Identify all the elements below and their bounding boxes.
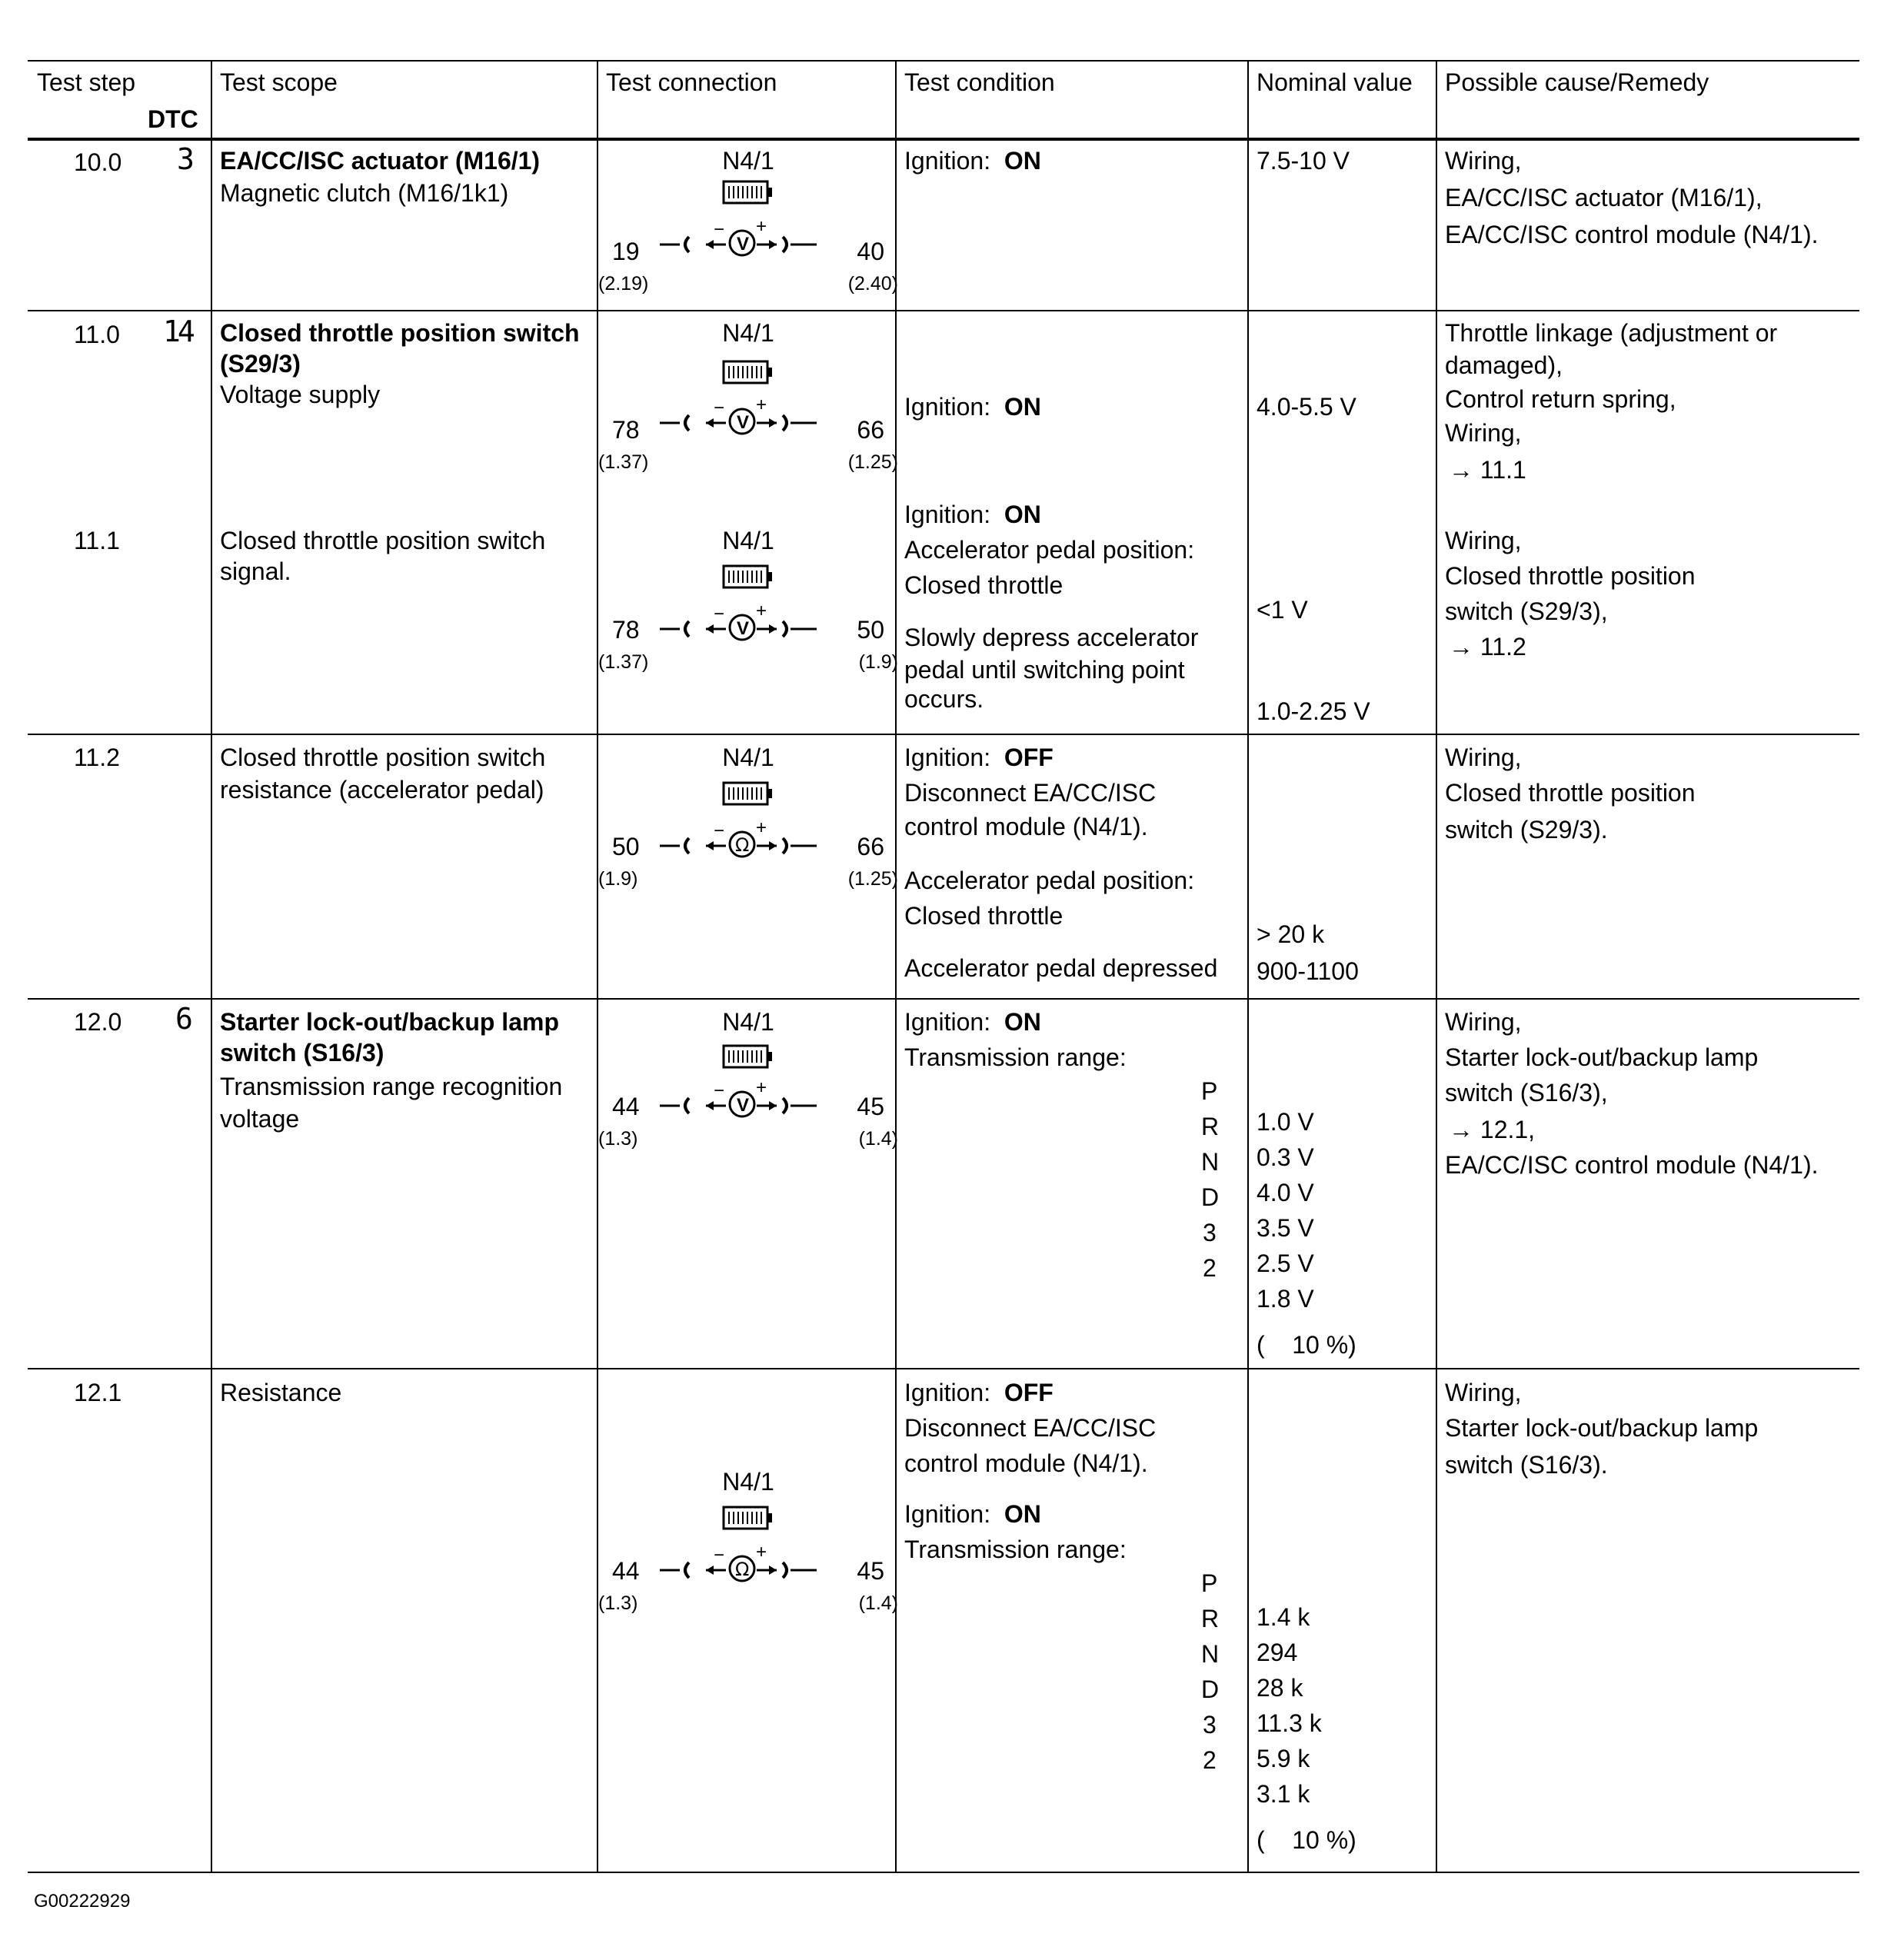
pin-right-ref: (1.4) — [858, 1128, 898, 1150]
pin-left-ref: (1.9) — [598, 868, 638, 890]
scope-text: Transmission range recognition — [220, 1073, 563, 1100]
remedy-line: Wiring, — [1445, 1379, 1522, 1406]
condition-text: Accelerator pedal position: — [904, 867, 1195, 894]
remedy-line: Starter lock-out/backup lamp — [1445, 1414, 1759, 1442]
condition-text: Disconnect EA/CC/ISC — [904, 779, 1157, 807]
nominal-value: 1.0-2.25 V — [1257, 697, 1370, 725]
svg-text:+: + — [756, 216, 767, 237]
condition-value: ON — [1004, 393, 1041, 421]
nominal-value: 1.0 V — [1257, 1108, 1314, 1136]
svg-text:V: V — [737, 618, 750, 639]
remedy-line: Control return spring, — [1445, 385, 1676, 413]
pin-right: 45 — [857, 1093, 884, 1120]
module-label: N4/1 — [722, 319, 774, 347]
remedy-line: → 11.2 — [1449, 633, 1526, 661]
range-label: N — [1201, 1148, 1220, 1176]
remedy-line: Wiring, — [1445, 527, 1522, 554]
module-label: N4/1 — [722, 744, 774, 771]
scope-title: (S29/3) — [220, 350, 301, 378]
condition-text: Accelerator pedal position: — [904, 536, 1195, 564]
remedy-line: damaged), — [1445, 351, 1563, 379]
remedy-line: → 11.1 — [1449, 456, 1526, 484]
module-label: N4/1 — [722, 147, 774, 175]
step-number: 12.1 — [74, 1379, 122, 1406]
range-label: 2 — [1203, 1746, 1217, 1774]
test-connection-diagram — [598, 1464, 898, 1618]
pin-right: 40 — [857, 238, 884, 265]
voltmeter-icon — [598, 1004, 898, 1158]
test-connection-diagram — [598, 1004, 898, 1158]
remedy-line: Wiring, — [1445, 147, 1522, 175]
pin-right-ref: (1.9) — [858, 651, 898, 673]
condition — [904, 1496, 1041, 1532]
dtc-code: 3 — [177, 142, 191, 176]
column-divider — [1436, 60, 1437, 1873]
header-dtc: DTC — [148, 105, 198, 133]
pin-left-ref: (1.37) — [598, 651, 649, 673]
module-label: N4/1 — [722, 527, 774, 554]
header-test-step: Test step — [37, 68, 136, 96]
step-number: 12.0 — [74, 1008, 122, 1036]
pin-left: 19 — [612, 238, 640, 265]
pin-right: 66 — [857, 833, 884, 860]
condition-text: pedal until switching point — [904, 656, 1185, 684]
header-test-connection: Test connection — [606, 68, 777, 96]
pin-right-ref: (2.40) — [847, 273, 898, 294]
pin-left-ref: (1.37) — [598, 451, 649, 473]
condition-text: control module (N4/1). — [904, 1449, 1148, 1477]
tolerance: ( 10 %) — [1257, 1826, 1356, 1854]
range-label: D — [1201, 1183, 1220, 1211]
ohmmeter-icon — [598, 1464, 898, 1618]
remedy-line: → 12.1, — [1449, 1116, 1536, 1143]
figure-id: G00222929 — [34, 1891, 131, 1912]
pin-right: 45 — [857, 1557, 884, 1585]
module-label: N4/1 — [722, 1008, 774, 1036]
pin-right-ref: (1.25) — [847, 868, 898, 890]
svg-text:+: + — [756, 1077, 767, 1098]
condition-label: Ignition: — [904, 1008, 991, 1036]
table-top-border — [28, 60, 1859, 62]
pin-right: 66 — [857, 416, 884, 444]
remedy-line: Wiring, — [1445, 419, 1522, 447]
step-number: 11.2 — [74, 744, 120, 771]
svg-text:−: − — [714, 1545, 725, 1566]
condition-text: control module (N4/1). — [904, 813, 1148, 840]
nominal-value: <1 V — [1257, 596, 1308, 624]
range-label: D — [1201, 1675, 1220, 1703]
remedy-line: EA/CC/ISC control module (N4/1). — [1445, 221, 1819, 248]
remedy-line: Throttle linkage (adjustment or — [1445, 319, 1778, 347]
condition — [904, 497, 1041, 532]
condition — [904, 1375, 1054, 1410]
condition-value: ON — [1004, 501, 1041, 528]
condition-label: Ignition: — [904, 744, 991, 771]
svg-text:+: + — [756, 817, 767, 838]
header-test-condition: Test condition — [904, 68, 1055, 96]
scope-title: Starter lock-out/backup lamp — [220, 1008, 559, 1036]
test-connection-diagram — [598, 143, 898, 297]
remedy-line: Closed throttle position — [1445, 562, 1696, 590]
nominal-value: 4.0 V — [1257, 1179, 1314, 1206]
nominal-value: 0.3 V — [1257, 1143, 1314, 1171]
svg-text:−: − — [714, 398, 725, 418]
condition-value: ON — [1004, 147, 1041, 175]
range-label: R — [1201, 1605, 1220, 1632]
header-remedy: Possible cause/Remedy — [1445, 68, 1709, 96]
pin-right-ref: (1.25) — [847, 451, 898, 473]
scope-text: Voltage supply — [220, 381, 381, 408]
condition-text: occurs. — [904, 685, 984, 713]
nominal-value: 5.9 k — [1257, 1745, 1310, 1772]
header-bottom-border — [28, 138, 1859, 141]
condition-value: OFF — [1004, 744, 1054, 771]
scope-text: Resistance — [220, 1379, 342, 1406]
scope-title: EA/CC/ISC actuator (M16/1) — [220, 147, 541, 175]
pin-left-ref: (1.3) — [598, 1128, 638, 1150]
pin-left: 50 — [612, 833, 640, 860]
remedy-line: switch (S16/3). — [1445, 1451, 1608, 1479]
condition-text: Closed throttle — [904, 902, 1063, 930]
nominal-value: 4.0-5.5 V — [1257, 393, 1356, 421]
condition-text: Disconnect EA/CC/ISC — [904, 1414, 1157, 1442]
column-divider — [211, 60, 212, 1873]
condition-label: Ignition: — [904, 147, 991, 175]
step-number: 11.0 — [74, 321, 120, 348]
nominal-value: 7.5-10 V — [1257, 147, 1350, 175]
svg-text:V: V — [737, 412, 750, 433]
test-connection-diagram — [598, 740, 898, 893]
svg-text:V: V — [737, 1095, 750, 1116]
condition-text: Accelerator pedal depressed — [904, 954, 1218, 982]
svg-text:−: − — [714, 1080, 725, 1101]
condition-text: Transmission range: — [904, 1043, 1127, 1071]
remedy-line: Starter lock-out/backup lamp — [1445, 1043, 1759, 1071]
dtc-code: 14 — [163, 314, 192, 348]
row-divider — [28, 310, 1859, 311]
scope-text: Closed throttle position switch — [220, 527, 546, 554]
condition-text: Slowly depress accelerator — [904, 624, 1199, 651]
range-label: N — [1201, 1640, 1220, 1668]
nominal-value: 1.4 k — [1257, 1603, 1310, 1631]
scope-title: switch (S16/3) — [220, 1039, 384, 1067]
scope-text: Magnetic clutch (M16/1k1) — [220, 179, 509, 207]
pin-right-ref: (1.4) — [858, 1592, 898, 1614]
row-divider — [28, 998, 1859, 1000]
nominal-value: 900-1100 — [1257, 957, 1359, 985]
scope-text: resistance (accelerator pedal) — [220, 776, 544, 804]
remedy-line: EA/CC/ISC control module (N4/1). — [1445, 1151, 1819, 1179]
nominal-value: 1.8 V — [1257, 1285, 1314, 1313]
condition — [904, 389, 1041, 424]
condition-label: Ignition: — [904, 393, 991, 421]
condition-value: ON — [1004, 1008, 1041, 1036]
scope-text: Closed throttle position switch — [220, 744, 546, 771]
nominal-value: 11.3 k — [1257, 1709, 1322, 1737]
range-label: P — [1201, 1077, 1218, 1105]
condition-value: ON — [1004, 1500, 1041, 1528]
svg-text:Ω: Ω — [735, 1559, 750, 1580]
condition-label: Ignition: — [904, 1379, 991, 1406]
range-label: 2 — [1203, 1254, 1217, 1282]
range-label: R — [1201, 1113, 1220, 1140]
tolerance: ( 10 %) — [1257, 1331, 1356, 1359]
row-divider — [28, 1368, 1859, 1369]
condition — [904, 143, 1041, 178]
svg-text:−: − — [714, 219, 725, 240]
svg-text:−: − — [714, 820, 725, 841]
pin-right: 50 — [857, 616, 884, 644]
step-number: 11.1 — [74, 527, 120, 554]
remedy-line: EA/CC/ISC actuator (M16/1), — [1445, 184, 1763, 211]
scope-text: signal. — [220, 557, 291, 585]
pin-left: 78 — [612, 616, 640, 644]
scope-title: Closed throttle position switch — [220, 319, 580, 347]
pin-left: 44 — [612, 1093, 640, 1120]
voltmeter-icon — [598, 315, 898, 469]
module-label: N4/1 — [722, 1468, 774, 1496]
remedy-line: switch (S16/3), — [1445, 1079, 1608, 1106]
range-label: P — [1201, 1569, 1218, 1597]
svg-text:+: + — [756, 394, 767, 415]
pin-left-ref: (1.3) — [598, 1592, 638, 1614]
pin-left: 44 — [612, 1557, 640, 1585]
pin-left-ref: (2.19) — [598, 273, 649, 294]
svg-text:V: V — [737, 234, 750, 255]
remedy-line: switch (S29/3), — [1445, 597, 1608, 625]
condition — [904, 740, 1054, 775]
nominal-value: 294 — [1257, 1639, 1298, 1666]
nominal-value: 3.5 V — [1257, 1214, 1314, 1242]
condition-value: OFF — [1004, 1379, 1054, 1406]
remedy-line: Wiring, — [1445, 1008, 1522, 1036]
nominal-value: 28 k — [1257, 1674, 1303, 1702]
remedy-line: Closed throttle position — [1445, 779, 1696, 807]
table-bottom-border — [28, 1872, 1859, 1873]
scope-text: voltage — [220, 1105, 300, 1133]
svg-text:+: + — [756, 601, 767, 621]
step-number: 10.0 — [74, 148, 122, 176]
pin-left: 78 — [612, 416, 640, 444]
test-connection-diagram — [598, 523, 898, 677]
nominal-value: 3.1 k — [1257, 1780, 1310, 1808]
range-label: 3 — [1203, 1219, 1217, 1246]
svg-text:Ω: Ω — [735, 834, 750, 856]
dtc-code: 6 — [175, 1002, 190, 1036]
condition — [904, 1004, 1041, 1040]
remedy-line: switch (S29/3). — [1445, 816, 1608, 844]
nominal-value: 2.5 V — [1257, 1250, 1314, 1277]
row-divider — [28, 734, 1859, 735]
svg-text:−: − — [714, 604, 725, 624]
svg-text:+: + — [756, 1542, 767, 1562]
header-nominal-value: Nominal value — [1257, 68, 1413, 96]
test-connection-diagram — [598, 315, 898, 473]
column-divider — [1247, 60, 1249, 1873]
range-label: 3 — [1203, 1711, 1217, 1739]
condition-text: Transmission range: — [904, 1536, 1127, 1563]
header-test-scope: Test scope — [220, 68, 338, 96]
remedy-line: Wiring, — [1445, 744, 1522, 771]
condition-text: Closed throttle — [904, 571, 1063, 599]
condition-label: Ignition: — [904, 501, 991, 528]
condition-label: Ignition: — [904, 1500, 991, 1528]
nominal-value: > 20 k — [1257, 920, 1325, 948]
